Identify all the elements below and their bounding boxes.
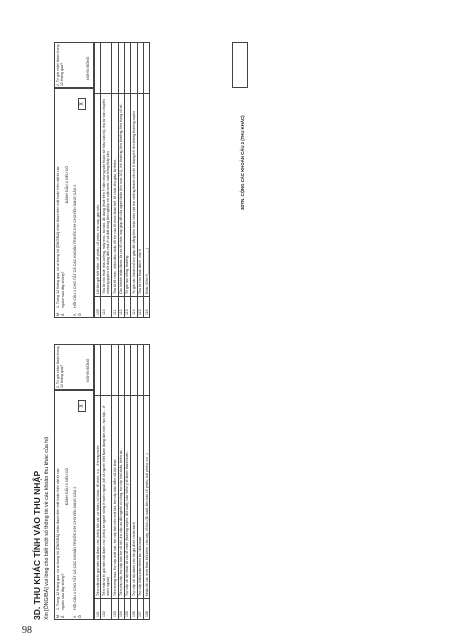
item-text: Nhận lãi các hình thức tiết kiệm, cho vay, cổ tức (lãi suất, tiền bán cổ phiếu, trái phiếu, v.v...) [144, 396, 150, 599]
item-text: Thu từ tổ chức, nhận đào, hoặc hỗ trợ của tổ chức đoàn thể, tổ chức tôn giáo, từ thiện... [112, 94, 118, 297]
table-row [144, 43, 150, 318]
items-table-2 [94, 42, 150, 318]
item-text: Tiền phụ cấp, trợ cấp bảo trợ xã hội, trợ cấp ưu đãi người có công, trợ cấp khó khăn, thiên tai... [118, 396, 124, 599]
question-1-instruction: ĐÁNH DẤU X NẾU CÓ [65, 468, 70, 506]
question-header [54, 88, 94, 318]
item-text: Khác (Ghi rõ_____________) [144, 94, 150, 297]
question-1-instruction: ĐÁNH DẤU X NẾU CÓ [65, 166, 70, 204]
summary-box[interactable] [232, 42, 248, 88]
item-code: 108 [144, 599, 150, 620]
question-header [54, 390, 94, 620]
item-code: 110 [101, 297, 112, 318]
question-1-text: 1. Trong 12 tháng qua, có ai trong hộ [ÔNG/BÀ] nhận được tiền mặt hoặc hiện vật từ các nguồn sau đây không? [56, 468, 65, 610]
summary-label: 3DTN. CỘNG CÁC KHOẢN CÂU 2 (THU KHÁC) [240, 115, 245, 210]
question-1-text: 1. Trong 12 tháng qua, có ai trong hộ [ÔNG/BÀ] nhận được tiền mặt hoặc hiện vật từ các nguồn sau đây không? [56, 166, 65, 308]
code-label: M Ã [56, 313, 65, 316]
question-2-text: 2. Trị giá nhận được trong 12 tháng qua? [56, 44, 65, 86]
value-cell[interactable] [144, 345, 150, 396]
page-number: 98 [22, 625, 32, 636]
code-label: M Ã [56, 615, 65, 618]
value-cell[interactable] [101, 43, 112, 94]
item-text: Tiền mặt và trị giá hiện vật được cho (biếu) bởi các cá nhân, hộ khác, tổ chức, v.v... ở trong nước [95, 396, 101, 599]
item-text: Lãi tiền gửi tiết kiệm, cổ phiếu, cổ phần, cho vay, góp vốn [95, 94, 101, 297]
item-code: 107 [137, 599, 143, 620]
question-3-text: HỎI CÂU 1 CHO TẤT CẢ CÁC KHOẢN TRƯỚC KHI CHUYỂN SANG CÂU 2 [73, 486, 78, 610]
item-text: Tiền lương hưu, trợ cấp mất sức, trợ cấp thôi việc một lần, trợ cấp bảo hiểm xã hội khác [112, 396, 118, 599]
item-text: Trợ cấp khẩu phần thiên tai, hỏa hoạn [137, 396, 143, 599]
item-text: Trợ cấp xã hội dành cho hộ gia đình chính sách [131, 396, 137, 599]
unit-label: NGHÌN ĐỒNG [86, 358, 90, 382]
item-text: Tiền mặt và trị giá hiện vật được cho (biếu) từ người sống ở nước ngoài (kể cả người Việt Nam đang làm việc, học tập... ở nước ngoài) [101, 396, 112, 599]
number-label: S Ô [73, 313, 82, 316]
item-code: 103 [112, 599, 118, 620]
item-text: Trị giá học bổng, thưởng [124, 94, 130, 297]
item-code: 111 [112, 297, 118, 318]
item-code: 101 [95, 599, 101, 620]
question-3-text: HỎI CÂU 1 CHO TẤT CẢ CÁC KHOẢN TRƯỚC KHI CHUYỂN SANG CÂU 2 [73, 184, 78, 308]
item-text: Trợ cấp xã hội khác từ các tổ chức (thường xuyên, đột xuất), bảo hiểm y tế được thanh toán... [124, 396, 130, 599]
item-text: Thu từ cho thuê nhà xưởng, máy móc, tài sản, đồ dùng (thuê trên 9 năm nhưng vẫn thuộc sở hữu của hộ), thu từ bán chuyển nhượng quyền sử dụng đất, nhà ở và đất nông lâm nghiệp và mặt nước nuôi trồng thủy sản [101, 94, 112, 297]
question-2-text: 2. Trị giá nhận được trong 12 tháng qua? [56, 346, 65, 388]
mark-box: X [78, 400, 86, 412]
value-cell[interactable] [144, 43, 150, 94]
item-code: 109 [95, 297, 101, 318]
item-code: 104 [118, 599, 124, 620]
unit-label: NGHÌN ĐỒNG [86, 56, 90, 80]
item-code: 116 [144, 297, 150, 318]
item-text: Thu từ cho thuê đất ở, nhà ở [137, 94, 143, 297]
item-code: 106 [131, 599, 137, 620]
item-code: 113 [124, 297, 130, 318]
item-text: Các khoản nhận được từ các tổ chức hay giúp đỡ của người thân (trừ mục 101), bồi thường, tiền thưởng, tiền trúng xổ số... [118, 94, 124, 297]
value-cell[interactable] [101, 345, 112, 396]
item-code: 114 [131, 297, 137, 318]
table-row [144, 345, 150, 620]
section-title: 3D. THU KHÁC TÍNH VÀO THU NHẬP [32, 470, 42, 620]
number-label: S Ô [73, 615, 82, 618]
items-table-1 [94, 344, 150, 620]
item-code: 112 [118, 297, 124, 318]
item-code: 102 [101, 599, 112, 620]
table-row [101, 43, 112, 318]
item-code: 115 [137, 297, 143, 318]
table-row [101, 345, 112, 620]
item-code: 105 [124, 599, 130, 620]
mark-box: X [78, 98, 86, 110]
section-subtitle: Xin [ÔNG/BÀ] vui lòng cho biết một số thông tin về các khoản thu khác của hộ [44, 436, 50, 620]
item-text: Trị giá các khoản hỗ trợ giáp đỡ bằng tiền hoặc hiện vật cho những thành viên từ 6 tháng trở lên không thường xuyên [131, 94, 137, 297]
